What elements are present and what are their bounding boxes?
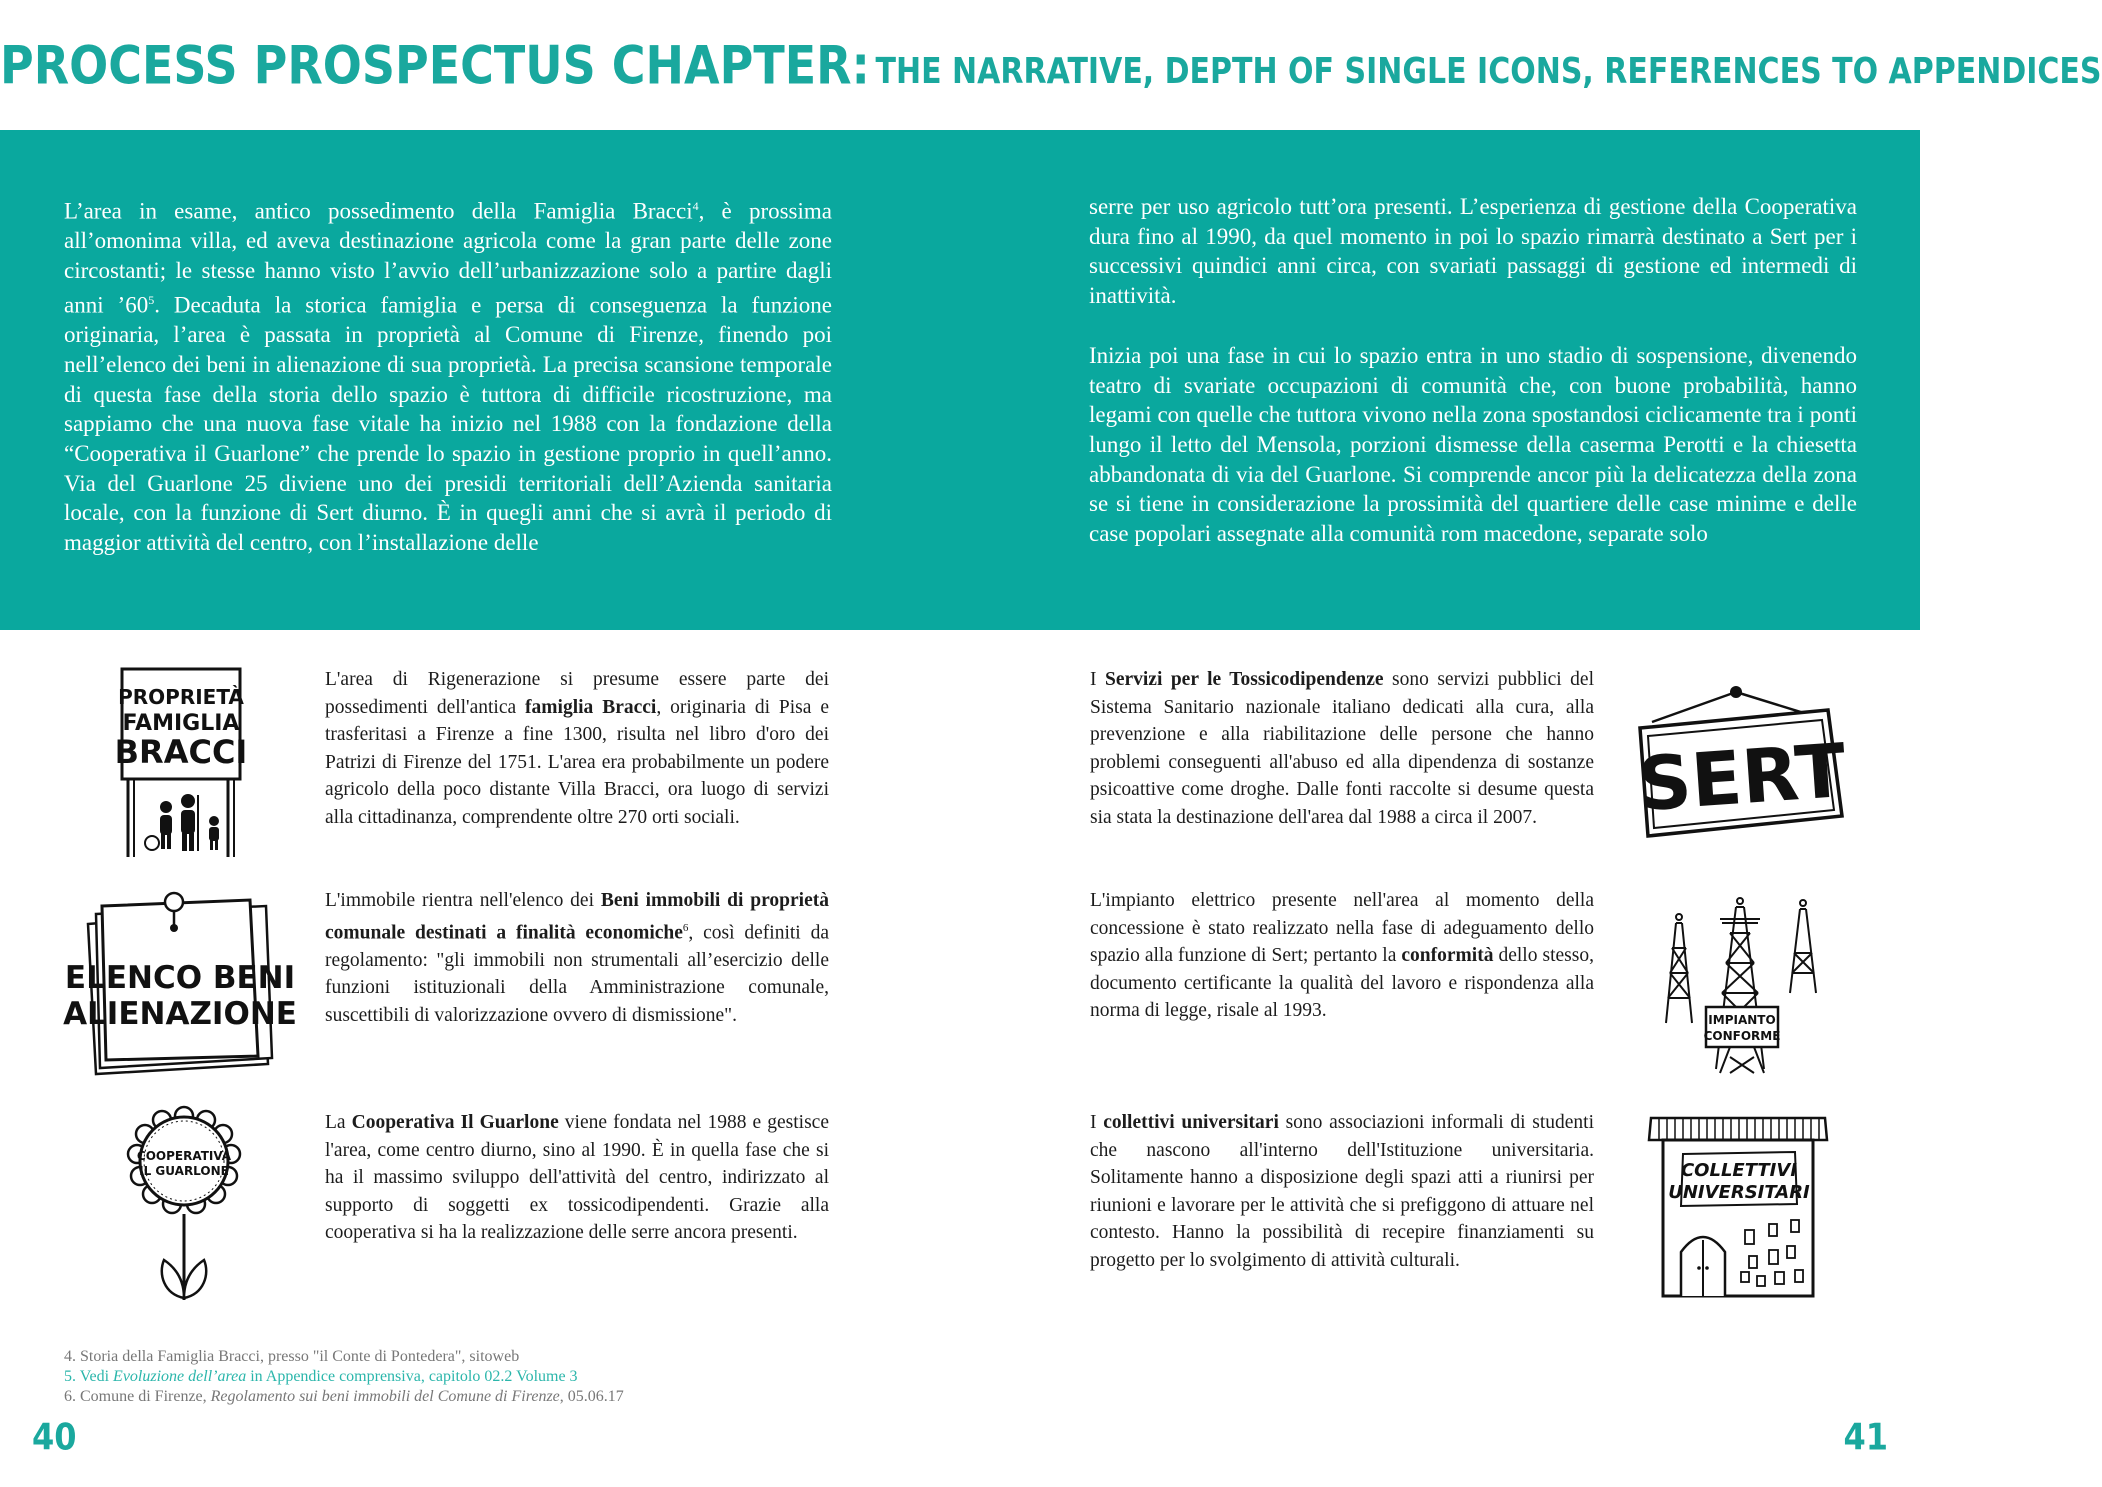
intro-band	[0, 130, 1920, 630]
footnote-ref-4: 4	[692, 199, 699, 213]
icon-sert-label: SERT	[1635, 727, 1849, 829]
footnote-5-text-b: in Appendice comprensiva, capitolo 02.2 Volume 3	[246, 1368, 578, 1385]
page-number-left: 40	[32, 1415, 77, 1459]
cooperativa-bold: Cooperativa Il Guarlone	[351, 1112, 559, 1133]
page-number-right: 41	[1843, 1415, 1888, 1459]
collettivi-building-icon	[1645, 1112, 1831, 1300]
section-famiglia-bracci	[325, 666, 829, 832]
proprieta-bracci-sign-icon	[112, 663, 248, 859]
chapter-title	[0, 33, 2102, 97]
icon-alienazione-line2: ALIENAZIONE	[63, 996, 297, 1032]
bracci-text-1: L'area di Rigenerazione si presume essere parte dei possedimenti dell'antica	[325, 669, 829, 718]
icon-bracci-line1: PROPRIETÀ	[118, 685, 244, 709]
title-sub: THE NARRATIVE, DEPTH OF SINGLE ICONS, REFERENCES TO APPENDICES	[875, 50, 2102, 93]
icon-bracci-line3: BRACCI	[114, 733, 248, 771]
footnote-ref-5: 5	[148, 292, 155, 307]
icon-alienazione-line1: ELENCO BENI	[64, 960, 296, 996]
icon-cooperativa-line1: COOPERATIVA	[136, 1149, 232, 1163]
intro-left-text-3: . Decaduta la storica famiglia e persa di conseguenza la funzione originaria, l’area è passata in proprietà al Comune di Firenze, finendo poi nell’elenco dei beni in alienazione di sua proprietà. La precisa scansione temporale di questa fase della storia dello spazio è tuttora di difficile ricostruzione, ma sappiamo che una nuova fase vitale ha inizio nel 1988 con la fondazione della “Cooperativa il Guarlone” che prende lo spazio in gestione proprio in quell’anno. Via del Guarlone 25 diviene uno dei presidi territoriali dell’Azienda sanitaria locale, con la funzione di Sert diurno. È in quegli anni che si avrà il periodo di maggior attività del centro, con l’installazione delle	[64, 292, 833, 556]
sert-text-2: sono servizi pubblici del Sistema Sanitario nazionale italiano dedicati alla cura, alla prevenzione e alla riabilitazione delle persone che hanno problemi conseguenti all'abuso ed alla dipendenza di sostanze psicoattive come droghe. Dalle fonti raccolte si desume questa sia stata la destinazione dell'area dal 1988 a circa il 2007.	[1090, 669, 1594, 828]
intro-left-text-1: L’area in esame, antico possedimento della Famiglia Bracci	[64, 198, 693, 224]
elenco-beni-board-icon	[63, 888, 297, 1078]
footnote-5-text-a: 5. Vedi	[64, 1368, 114, 1385]
intro-right-paragraph-1: serre per uso agricolo tutt’ora presenti. L’esperienza di gestione della Cooperativa dura fino al 1990, da quel momento in poi lo spazio rimarrà destinato a Sert per i successivi quindici anni circa, con svariati passaggi di gestione ed intermedi di inattività.	[1089, 194, 1857, 309]
footnote-6-text-a: 6. Comune di Firenze,	[64, 1388, 211, 1405]
footnote-4: 4. Storia della Famiglia Bracci, presso "il Conte di Pontedera", sitoweb	[64, 1348, 520, 1365]
icon-bracci-line2: FAMIGLIA	[122, 711, 240, 736]
section-cooperativa	[325, 1109, 829, 1247]
impianto-conforme-pylon-icon	[1660, 893, 1820, 1077]
sert-text-1: I	[1090, 669, 1105, 690]
alienazione-text-1: L'immobile rientra nell'elenco dei	[325, 890, 601, 911]
cooperativa-text-2: viene fondata nel 1988 e gestisce l'area, come centro diurno, sino al 1990. È in quella fase che si ha il massimo sviluppo dell'attività del centro, indirizzato al supporto di soggetti ex tossicodipendenti. Grazie alla cooperativa si ha la realizzazione delle serre ancora presenti.	[325, 1112, 829, 1244]
collettivi-bold: collettivi universitari	[1103, 1112, 1279, 1133]
icon-collettivi-line2: UNIVERSITARI	[1668, 1182, 1810, 1203]
intro-column-right	[1089, 192, 1857, 579]
collettivi-text-2: sono associazioni informali di studenti che nascono all'interno dell'Istituzione universitaria. Solitamente hanno a disposizione degli spazi atti a riunirsi per riunioni e lavorare per le attività che si prefiggono di attuare nel contesto. Hanno la possibilità di recepire finanziamenti su progetto per lo svolgimento di attività culturali.	[1090, 1112, 1594, 1271]
alienazione-text-2: , così definiti da regolamento: "gli immobili non strumentali all’esercizio delle funzioni istituzionali della Amministrazione comunale, suscettibili di valorizzazione ovvero di dismissione".	[325, 922, 829, 1026]
footnote-5-italic: Evoluzione dell’area	[113, 1368, 247, 1385]
footnote-5	[64, 1367, 578, 1387]
icon-impianto-line1: IMPIANTO	[1708, 1013, 1776, 1027]
alienazione-bold: Beni immobili di proprietà comunale destinati a finalità economiche	[325, 890, 829, 944]
footnote-ref-6: 6	[682, 921, 689, 934]
section-sert	[1090, 666, 1594, 832]
intro-left-text-2: , è prossima all’omonima villa, ed aveva destinazione agricola come la gran parte delle zone circostanti; le stesse hanno visto l’avvio dell’urbanizzazione solo a partire dagli anni ’60	[64, 198, 832, 318]
intro-column-left	[64, 192, 832, 588]
footnote-6-italic: Regolamento sui beni immobili del Comune di Firenze	[210, 1388, 560, 1405]
cooperativa-flower-icon	[128, 1108, 240, 1306]
section-beni-alienazione	[325, 887, 829, 1029]
cooperativa-text-1: La	[325, 1112, 352, 1133]
section-impianto	[1090, 887, 1594, 1025]
impianto-text-2: dello stesso, documento certificante la qualità del lavoro e rispondenza alla norma di legge, risale al 1993.	[1090, 945, 1594, 1022]
section-collettivi	[1090, 1109, 1594, 1275]
sert-bold: Servizi per le Tossicodipendenze	[1104, 669, 1384, 690]
impianto-text-1: L'impianto elettrico presente nell'area al momento della concessione è stato realizzato nella fase di adeguamento dello spazio alla funzione di Sert; pertanto la	[1090, 890, 1594, 967]
intro-right-paragraph-2: Inizia poi una fase in cui lo spazio entra in uno stadio di sospensione, divenendo teatro di svariate occupazioni di comunità che, con buone probabilità, hanno legami con quelle che tuttora vivono nella zona spostandosi ciclicamente tra i ponti lungo il letto del Mensola, porzioni dismesse della caserma Perotti e la chiesetta abbandonata di via del Guarlone. Si comprende ancor più la delicatezza della zona se si tiene in considerazione la prossimità del quartiere delle case minime e delle case popolari assegnate alla comunità rom macedone, separate solo	[1089, 342, 1857, 547]
bracci-text-2: , originaria di Pisa e trasferitasi a Firenze a fine 1300, risulta nel libro d'oro dei Patrizi di Firenze del 1751. L'area era probabilmente un podere agricolo della poco distante Villa Bracci, ora luogo di servizi alla cittadinanza, comprendente oltre 270 orti sociali.	[325, 696, 829, 828]
title-main: PROCESS PROSPECTUS CHAPTER:	[0, 33, 870, 97]
bracci-bold: famiglia Bracci	[525, 696, 657, 718]
collettivi-text-1: I	[1090, 1112, 1104, 1133]
footnote-6	[64, 1387, 624, 1407]
page-header	[0, 0, 2102, 128]
footnote-6-text-b: , 05.06.17	[559, 1388, 624, 1405]
impianto-bold: conformità	[1401, 945, 1494, 967]
icon-collettivi-line1: COLLETTIVI	[1680, 1160, 1798, 1181]
sert-sign-icon	[1630, 678, 1850, 840]
icon-impianto-line2: CONFORME	[1703, 1029, 1781, 1043]
icon-cooperativa-line2: IL GUARLONE	[139, 1164, 229, 1178]
